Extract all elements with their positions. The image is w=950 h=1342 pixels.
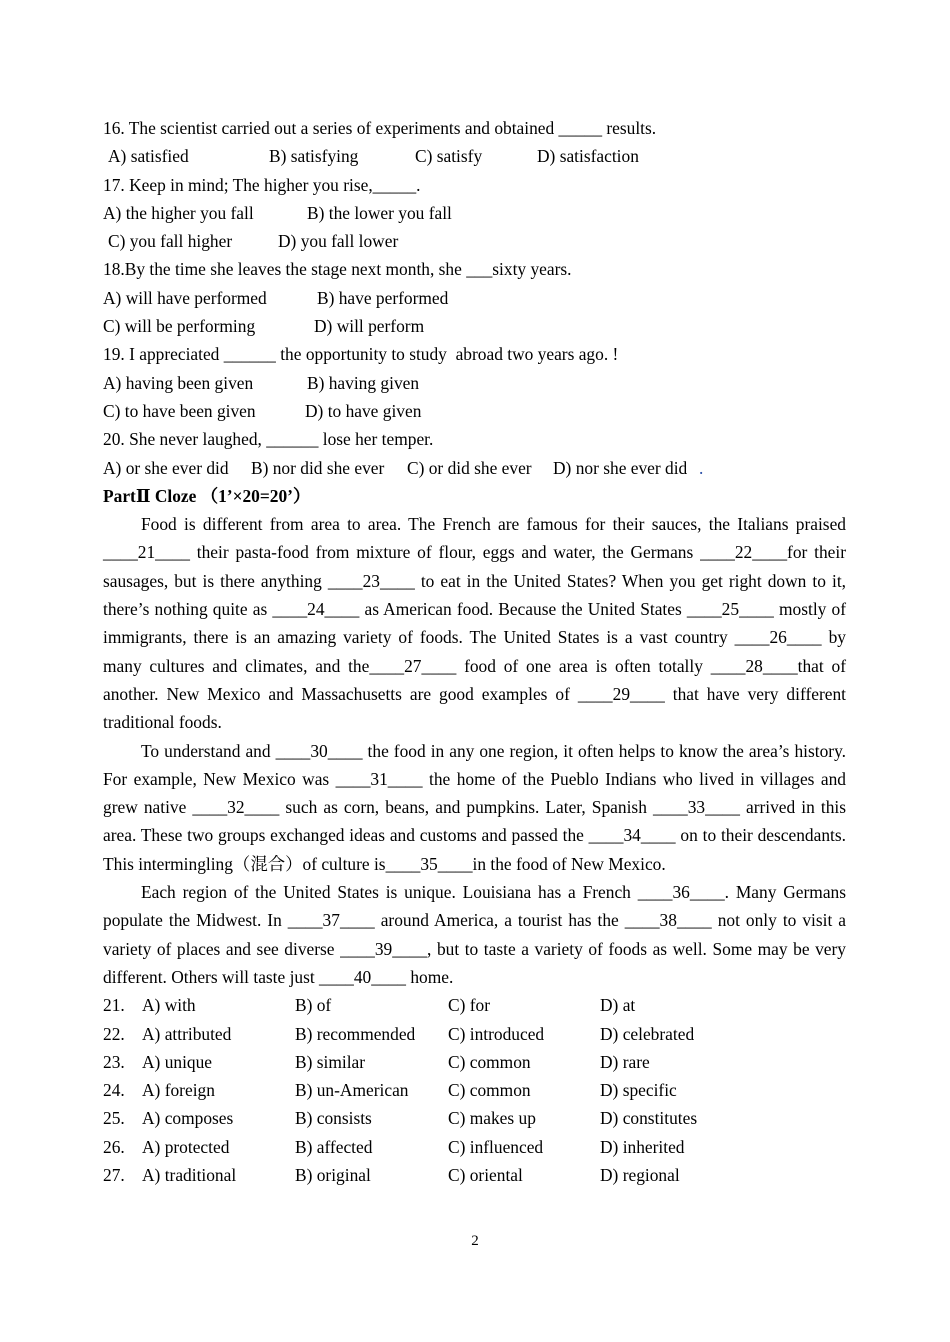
option-a: A) protected — [142, 1136, 230, 1157]
answer-row — [103, 1048, 846, 1076]
option: D) nor she ever did — [553, 457, 688, 478]
answer-number: 23. — [103, 1051, 125, 1072]
option-c: C) common — [448, 1080, 531, 1101]
option-c: C) introduced — [448, 1023, 545, 1044]
answer-row — [103, 1161, 846, 1189]
question-20-options — [103, 454, 846, 482]
cloze-paragraph-1: Food is different from area to area. The French are famous for their sauces, the Italians praised ____21____ their pasta-food from mixture of flour, eggs and water, the Germans ____22____for their sausages, but is there anything ____23____ to eat in the United States? When you get right down to it, there’s nothing quite as ____24____ as American food. Because the United States ____25____ mostly of immigrants, there is an amazing variety of foods. The United States is a vast country ____26____ by many cultures and climates, and the____27____ food of one area is often totally ____28____that of another. New Mexico and Massachusetts are good examples of ____29____ that have very different traditional foods. — [103, 514, 846, 733]
option-a: A) unique — [142, 1051, 213, 1072]
option: D) to have given — [305, 400, 422, 421]
option-c: C) oriental — [448, 1164, 523, 1185]
option: B) the lower you fall — [307, 202, 452, 223]
option: C) satisfy — [415, 146, 483, 167]
option-c: C) makes up — [448, 1108, 536, 1129]
answer-number: 22. — [103, 1023, 125, 1044]
option: B) satisfying — [269, 146, 359, 167]
option: A) having been given — [103, 372, 254, 393]
answer-number: 24. — [103, 1080, 125, 1101]
option-b: B) original — [295, 1164, 371, 1185]
option-d: D) celebrated — [600, 1023, 695, 1044]
option: D) you fall lower — [278, 231, 399, 252]
option-a: A) traditional — [142, 1164, 237, 1185]
option: A) will have performed — [103, 287, 267, 308]
option: A) satisfied — [108, 146, 189, 167]
option-b: B) affected — [295, 1136, 373, 1157]
question-17-stem: 17. Keep in mind; The higher you rise,_____. — [103, 174, 421, 195]
answer-row — [103, 1020, 846, 1048]
option-a: A) with — [142, 995, 196, 1016]
section-heading-cloze: PartⅡ Cloze （1’×20=20’） — [103, 485, 311, 506]
option-b: B) similar — [295, 1051, 366, 1072]
option: B) nor did she ever — [251, 457, 385, 478]
answer-row — [103, 991, 846, 1019]
option-a: A) foreign — [142, 1080, 215, 1101]
cloze-paragraph-2: To understand and ____30____ the food in any one region, it often helps to know the area’s history. For example, New Mexico was ____31____ the home of the Pueblo Indians who lived in villages and grew native ____32____ such as corn, beans, and pumpkins. Later, Spanish ____33____ arrived in this area. These two groups exchanged ideas and customs and passed the ____34____ on to their descendants. This intermingling（混合）of culture is____35____in the food of New Mexico. — [103, 740, 846, 874]
page-content — [103, 114, 846, 1189]
answer-row — [103, 1104, 846, 1132]
question-16-stem: 16. The scientist carried out a series of experiments and obtained _____ results. — [103, 118, 657, 138]
option: B) have performed — [317, 287, 449, 308]
option-d: D) rare — [600, 1051, 650, 1072]
answer-number: 25. — [103, 1108, 125, 1129]
option: A) the higher you fall — [103, 202, 254, 223]
option-a: A) composes — [142, 1108, 234, 1129]
question-18-stem: 18.By the time she leaves the stage next month, she ___sixty years. — [103, 259, 572, 280]
option-a: A) attributed — [142, 1023, 232, 1044]
option: C) or did she ever — [407, 457, 532, 478]
option-b: B) recommended — [295, 1023, 416, 1044]
answer-number: 21. — [103, 995, 125, 1016]
cloze-answer-table — [103, 991, 846, 1189]
question-18-options-row-1 — [103, 284, 846, 312]
option: C) you fall higher — [108, 231, 233, 252]
trailing-mark: . — [699, 457, 704, 478]
question-19-options-row-1 — [103, 369, 846, 397]
cloze-paragraph-3: Each region of the United States is unique. Louisiana has a French ____36____. Many Germans populate the Midwest. In ____37____ around America, a tourist has the ____38____ not only to visit a variety of places and see diverse ____39____, but to taste a variety of foods as well. Some may be very different. Others will taste just ____40____ home. — [103, 882, 846, 987]
option: C) to have been given — [103, 400, 256, 421]
option-b: B) consists — [295, 1108, 372, 1129]
option-c: C) influenced — [448, 1136, 544, 1157]
option: D) will perform — [314, 316, 425, 337]
question-20-stem: 20. She never laughed, ______ lose her temper. — [103, 429, 434, 450]
question-17-options-row-1 — [103, 199, 846, 227]
question-18-options-row-2 — [103, 312, 846, 340]
option-d: D) at — [600, 995, 636, 1016]
answer-row — [103, 1076, 846, 1104]
option-d: D) constitutes — [600, 1108, 698, 1129]
answer-row — [103, 1133, 846, 1161]
option: A) or she ever did — [103, 457, 229, 478]
question-19-options-row-2 — [103, 397, 846, 425]
option-c: C) common — [448, 1051, 531, 1072]
option-d: D) inherited — [600, 1136, 685, 1157]
option: D) satisfaction — [537, 146, 639, 167]
answer-number: 26. — [103, 1136, 125, 1157]
option: B) having given — [307, 372, 420, 393]
page-number: 2 — [471, 1233, 479, 1249]
answer-number: 27. — [103, 1164, 125, 1185]
question-17-options-row-2 — [103, 227, 846, 255]
question-16-options — [103, 142, 846, 170]
option-d: D) regional — [600, 1164, 680, 1185]
option-b: B) of — [295, 995, 332, 1016]
option: C) will be performing — [103, 316, 256, 337]
option-d: D) specific — [600, 1080, 677, 1101]
question-19-stem: 19. I appreciated ______ the opportunity to study abroad two years ago. ! — [103, 344, 619, 365]
option-b: B) un-American — [295, 1080, 409, 1101]
option-c: C) for — [448, 995, 491, 1016]
